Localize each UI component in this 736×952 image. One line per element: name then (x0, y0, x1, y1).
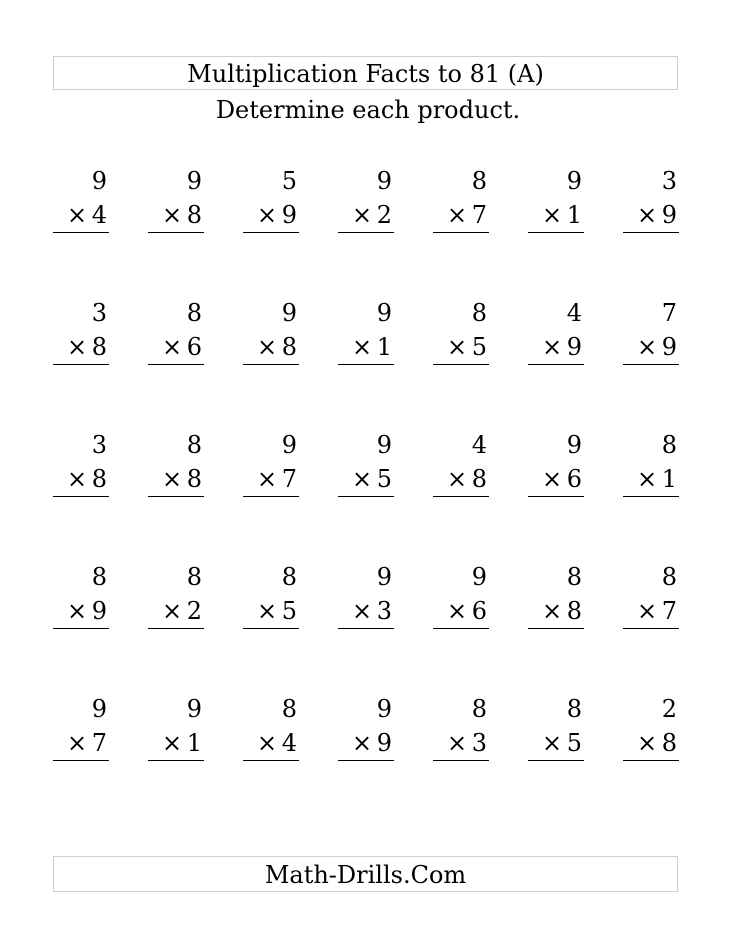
multiplication-problem (528, 560, 584, 692)
times-sign: × (542, 597, 563, 625)
multiplication-problem (148, 428, 204, 560)
multiplicand: 8 (281, 563, 297, 591)
multiplier-line (338, 330, 394, 365)
multiplier-line (338, 726, 394, 761)
multiplication-problem (148, 560, 204, 692)
times-sign: × (447, 201, 468, 229)
multiplication-problem (243, 296, 299, 428)
multiplication-problem (433, 428, 489, 560)
multiplication-problem (623, 164, 679, 296)
multiplicand: 3 (661, 167, 677, 195)
multiplier-line (433, 726, 489, 761)
multiplier-line (148, 462, 204, 497)
multiplicand: 8 (186, 563, 202, 591)
multiplier: 7 (281, 465, 297, 493)
multiplicand: 8 (566, 695, 582, 723)
times-sign: × (637, 597, 658, 625)
multiplier: 3 (471, 729, 487, 757)
multiplier-line (243, 726, 299, 761)
times-sign: × (637, 729, 658, 757)
times-sign: × (257, 201, 278, 229)
times-sign: × (447, 729, 468, 757)
multiplication-problem (53, 560, 109, 692)
multiplier: 8 (281, 333, 297, 361)
times-sign: × (542, 201, 563, 229)
multiplication-problem (623, 692, 679, 824)
multiplication-problem (53, 692, 109, 824)
multiplicand: 3 (91, 431, 107, 459)
multiplier-line (623, 198, 679, 233)
worksheet-title: Multiplication Facts to 81 (A) (53, 56, 678, 90)
multiplier-line (433, 462, 489, 497)
times-sign: × (352, 465, 373, 493)
multiplier: 5 (281, 597, 297, 625)
times-sign: × (162, 597, 183, 625)
multiplicand: 8 (186, 299, 202, 327)
multiplication-problem (528, 296, 584, 428)
multiplier: 8 (186, 465, 202, 493)
times-sign: × (67, 201, 88, 229)
multiplicand: 8 (186, 431, 202, 459)
multiplication-problem (53, 296, 109, 428)
multiplier: 2 (376, 201, 392, 229)
multiplier: 1 (376, 333, 392, 361)
multiplier: 1 (661, 465, 677, 493)
times-sign: × (352, 201, 373, 229)
multiplier: 7 (471, 201, 487, 229)
times-sign: × (637, 465, 658, 493)
multiplier: 8 (186, 201, 202, 229)
multiplier-line (623, 462, 679, 497)
multiplicand: 9 (566, 431, 582, 459)
times-sign: × (162, 201, 183, 229)
multiplication-problem (243, 560, 299, 692)
multiplicand: 9 (186, 695, 202, 723)
multiplication-problem (623, 560, 679, 692)
multiplication-problem (528, 692, 584, 824)
problem-row (53, 164, 683, 296)
multiplier-line (53, 594, 109, 629)
multiplicand: 4 (566, 299, 582, 327)
times-sign: × (67, 597, 88, 625)
multiplier-line (53, 726, 109, 761)
multiplicand: 3 (91, 299, 107, 327)
multiplication-problem (53, 428, 109, 560)
multiplier: 9 (661, 201, 677, 229)
multiplication-problem (338, 296, 394, 428)
multiplicand: 9 (91, 695, 107, 723)
times-sign: × (162, 465, 183, 493)
multiplier: 7 (91, 729, 107, 757)
worksheet-instructions: Determine each product. (215, 96, 521, 124)
multiplicand: 8 (281, 695, 297, 723)
times-sign: × (67, 465, 88, 493)
multiplier-line (528, 462, 584, 497)
multiplier: 5 (566, 729, 582, 757)
multiplier: 8 (661, 729, 677, 757)
multiplicand: 9 (186, 167, 202, 195)
multiplication-problem (433, 164, 489, 296)
multiplier: 2 (186, 597, 202, 625)
multiplier: 8 (566, 597, 582, 625)
multiplicand: 9 (376, 695, 392, 723)
multiplicand: 5 (281, 167, 297, 195)
multiplicand: 8 (471, 167, 487, 195)
multiplier-line (53, 330, 109, 365)
problem-row (53, 692, 683, 824)
multiplier-line (528, 726, 584, 761)
multiplier-line (338, 462, 394, 497)
multiplier: 1 (186, 729, 202, 757)
multiplication-problem (338, 560, 394, 692)
times-sign: × (162, 729, 183, 757)
multiplication-problem (623, 296, 679, 428)
multiplier-line (148, 726, 204, 761)
times-sign: × (257, 597, 278, 625)
multiplicand: 9 (281, 299, 297, 327)
multiplier: 5 (376, 465, 392, 493)
multiplicand: 8 (661, 431, 677, 459)
multiplier: 4 (91, 201, 107, 229)
multiplier-line (53, 198, 109, 233)
multiplier: 6 (566, 465, 582, 493)
multiplicand: 4 (471, 431, 487, 459)
multiplier-line (338, 198, 394, 233)
multiplier: 6 (186, 333, 202, 361)
multiplicand: 8 (566, 563, 582, 591)
multiplier-line (148, 198, 204, 233)
problem-row (53, 428, 683, 560)
multiplier-line (528, 330, 584, 365)
multiplicand: 9 (566, 167, 582, 195)
times-sign: × (542, 333, 563, 361)
multiplier-line (148, 594, 204, 629)
multiplicand: 9 (91, 167, 107, 195)
times-sign: × (352, 597, 373, 625)
times-sign: × (447, 333, 468, 361)
times-sign: × (637, 201, 658, 229)
multiplicand: 9 (281, 431, 297, 459)
times-sign: × (352, 333, 373, 361)
multiplier-line (623, 726, 679, 761)
multiplication-problem (338, 428, 394, 560)
multiplication-problem (148, 692, 204, 824)
multiplicand: 8 (471, 299, 487, 327)
multiplication-problem (433, 692, 489, 824)
multiplier-line (623, 594, 679, 629)
problem-row (53, 296, 683, 428)
multiplier-line (243, 198, 299, 233)
multiplicand: 8 (471, 695, 487, 723)
multiplier-line (528, 198, 584, 233)
multiplication-problem (243, 428, 299, 560)
multiplier: 9 (281, 201, 297, 229)
multiplier-line (528, 594, 584, 629)
multiplier-line (338, 594, 394, 629)
multiplier: 6 (471, 597, 487, 625)
multiplicand: 7 (661, 299, 677, 327)
multiplication-problem (433, 296, 489, 428)
multiplier: 7 (661, 597, 677, 625)
multiplier: 5 (471, 333, 487, 361)
multiplier: 4 (281, 729, 297, 757)
multiplicand: 9 (376, 167, 392, 195)
multiplier-line (243, 594, 299, 629)
times-sign: × (447, 597, 468, 625)
times-sign: × (542, 729, 563, 757)
problem-row (53, 560, 683, 692)
times-sign: × (257, 465, 278, 493)
multiplier-line (433, 594, 489, 629)
multiplier-line (623, 330, 679, 365)
multiplier-line (148, 330, 204, 365)
multiplication-problem (528, 164, 584, 296)
multiplier: 8 (91, 465, 107, 493)
multiplication-problem (148, 296, 204, 428)
multiplicand: 9 (376, 299, 392, 327)
multiplier-line (53, 462, 109, 497)
times-sign: × (162, 333, 183, 361)
multiplicand: 9 (376, 431, 392, 459)
multiplication-problem (148, 164, 204, 296)
times-sign: × (67, 333, 88, 361)
multiplier: 1 (566, 201, 582, 229)
multiplicand: 2 (661, 695, 677, 723)
multiplier-line (433, 198, 489, 233)
times-sign: × (637, 333, 658, 361)
multiplier: 9 (376, 729, 392, 757)
multiplication-problem (243, 164, 299, 296)
multiplication-problem (623, 428, 679, 560)
multiplier: 9 (566, 333, 582, 361)
problem-grid (53, 164, 683, 824)
multiplier: 3 (376, 597, 392, 625)
multiplicand: 9 (471, 563, 487, 591)
multiplication-problem (528, 428, 584, 560)
multiplier: 9 (91, 597, 107, 625)
multiplicand: 8 (91, 563, 107, 591)
multiplication-problem (243, 692, 299, 824)
multiplication-problem (338, 692, 394, 824)
times-sign: × (542, 465, 563, 493)
multiplicand: 9 (376, 563, 392, 591)
multiplier-line (433, 330, 489, 365)
multiplier-line (243, 462, 299, 497)
times-sign: × (257, 729, 278, 757)
multiplication-problem (433, 560, 489, 692)
times-sign: × (257, 333, 278, 361)
multiplier-line (243, 330, 299, 365)
multiplication-problem (338, 164, 394, 296)
multiplication-problem (53, 164, 109, 296)
times-sign: × (447, 465, 468, 493)
multiplier: 8 (91, 333, 107, 361)
times-sign: × (67, 729, 88, 757)
multiplier: 9 (661, 333, 677, 361)
multiplicand: 8 (661, 563, 677, 591)
times-sign: × (352, 729, 373, 757)
footer-site-name: Math-Drills.Com (53, 856, 678, 892)
multiplier: 8 (471, 465, 487, 493)
